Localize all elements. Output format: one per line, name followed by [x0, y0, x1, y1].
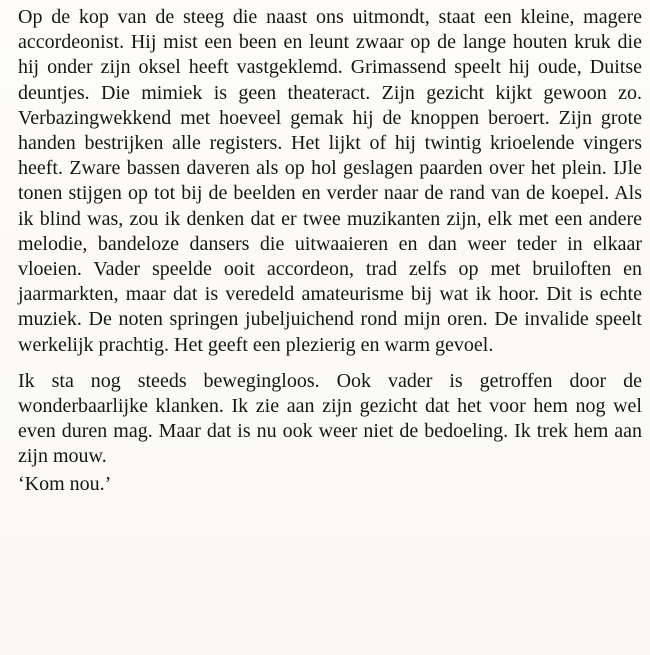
- paragraph-2: Ik sta nog steeds bewegingloos. Ook vader is getroffen door de wonderbaarlijke klanken. Ik zie aan zijn gezicht dat het voor hem nog wel even duren mag. Maar dat is nu ook weer niet de bedoeling. Ik trek hem aan zijn mouw.: [18, 369, 642, 468]
- body-text: [18, 5, 642, 497]
- paragraph-3: ‘Kom nou.’: [18, 472, 112, 495]
- paragraph-1: Op de kop van de steeg die naast ons uitmondt, staat een kleine, magere accordeonist. Hij mist een been en leunt zwaar op de lange houten kruk die hij onder zijn oksel heeft vastgeklemd. Grimassend speelt hij oude, Duitse deuntjes. Die mimiek is geen theateract. Zijn gezicht kijkt gewoon zo. Verbazingwekkend met hoeveel gemak hij de knoppen beroert. Zijn grote handen bestrijken alle registers. Het lijkt of hij twintig krioelende vingers heeft. Zware bassen daveren als op hol geslagen paarden over het plein. IJle tonen stijgen op tot bij de beelden en verder naar de rand van de koepel. Als ik blind was, zou ik denken dat er twee muzikanten zijn, elk met een andere melodie, bandeloze dansers die uitwaaieren en dan weer teder in elkaar vloeien. Vader speelde ooit accordeon, trad zelfs op met bruiloften en jaarmarkten, maar dat is veredeld amateurisme bij wat ik hoor. Dit is echte muziek. De noten springen jubeljuichend rond mijn oren. De invalide speelt werkelijk prachtig. Het geeft een plezierig en warm gevoel.: [18, 6, 642, 356]
